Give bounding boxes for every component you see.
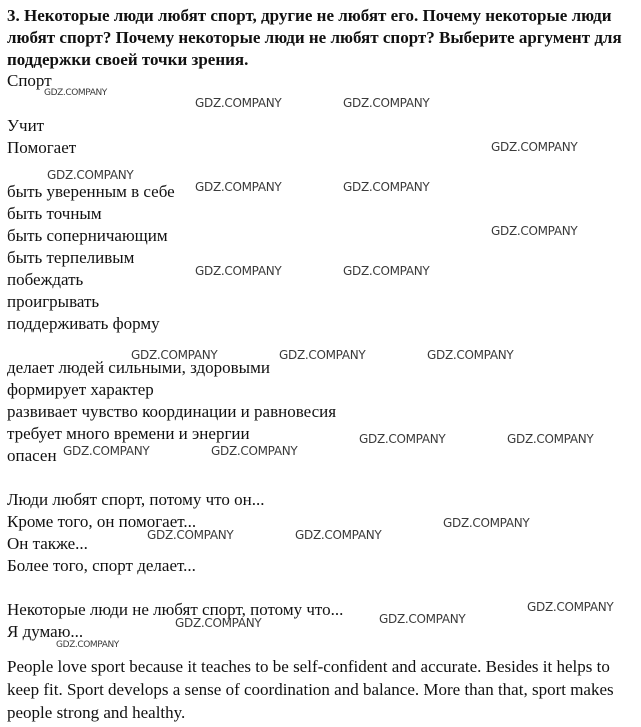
quality-item: быть точным: [7, 204, 102, 223]
watermark: GDZ.COMPANY: [63, 444, 150, 458]
watermark: GDZ.COMPANY: [279, 348, 366, 362]
word-helps: Помогает: [7, 138, 77, 157]
quality-item: побеждать: [7, 270, 84, 289]
watermark: GDZ.COMPANY: [131, 348, 218, 362]
quality-item: быть терпеливым: [7, 248, 135, 267]
watermark: GDZ.COMPANY: [343, 96, 430, 110]
watermark: GDZ.COMPANY: [47, 168, 134, 182]
watermark: GDZ.COMPANY: [44, 88, 107, 98]
effect-item: формирует характер: [7, 380, 154, 399]
quality-item: быть соперничающим: [7, 226, 168, 245]
phrase-line: Люди любят спорт, потому что он...: [7, 490, 265, 509]
phrase-line: Некоторые люди не любят спорт, потому что...: [7, 600, 344, 619]
watermark: GDZ.COMPANY: [211, 444, 298, 458]
watermark: GDZ.COMPANY: [427, 348, 514, 362]
watermark: GDZ.COMPANY: [491, 140, 578, 154]
word-teaches: Учит: [7, 116, 45, 135]
watermark: GDZ.COMPANY: [56, 640, 119, 650]
watermark: GDZ.COMPANY: [175, 616, 262, 630]
quality-item: быть уверенным в себе: [7, 182, 175, 201]
task-title: 3. Некоторые люди любят спорт, другие не любят его. Почему некоторые люди любят спорт? Почему некоторые люди не любят спорт? Выберите аргумент для поддержки своей точки зрения.: [7, 6, 622, 69]
phrase-line: Я думаю...: [7, 622, 84, 641]
effect-item: требует много времени и энергии: [7, 424, 250, 443]
phrase-line: Кроме того, он помогает...: [7, 512, 197, 531]
watermark: GDZ.COMPANY: [343, 264, 430, 278]
watermark: GDZ.COMPANY: [507, 432, 594, 446]
answer-paragraph: People love sport because it teaches to be self-confident and accurate. Besides it helps to keep fit. Sport develops a sense of coordination and balance. More than that, sport makes people strong and healthy.: [7, 657, 614, 722]
effect-item: развивает чувство координации и равновесия: [7, 402, 337, 421]
quality-item: проигрывать: [7, 292, 100, 311]
watermark: GDZ.COMPANY: [195, 180, 282, 194]
watermark: GDZ.COMPANY: [195, 96, 282, 110]
watermark: GDZ.COMPANY: [491, 224, 578, 238]
watermark: GDZ.COMPANY: [343, 180, 430, 194]
watermark: GDZ.COMPANY: [379, 612, 466, 626]
watermark: GDZ.COMPANY: [443, 516, 530, 530]
effect-item: опасен: [7, 446, 57, 465]
watermark: GDZ.COMPANY: [359, 432, 446, 446]
phrase-line: Он также...: [7, 534, 88, 553]
quality-item: поддерживать форму: [7, 314, 160, 333]
effect-item: делает людей сильными, здоровыми: [7, 358, 270, 377]
watermark: GDZ.COMPANY: [527, 600, 614, 614]
watermark: GDZ.COMPANY: [195, 264, 282, 278]
watermark: GDZ.COMPANY: [295, 528, 382, 542]
watermark: GDZ.COMPANY: [147, 528, 234, 542]
phrase-line: Более того, спорт делает...: [7, 556, 196, 575]
word-sport: Спорт: [7, 71, 52, 90]
